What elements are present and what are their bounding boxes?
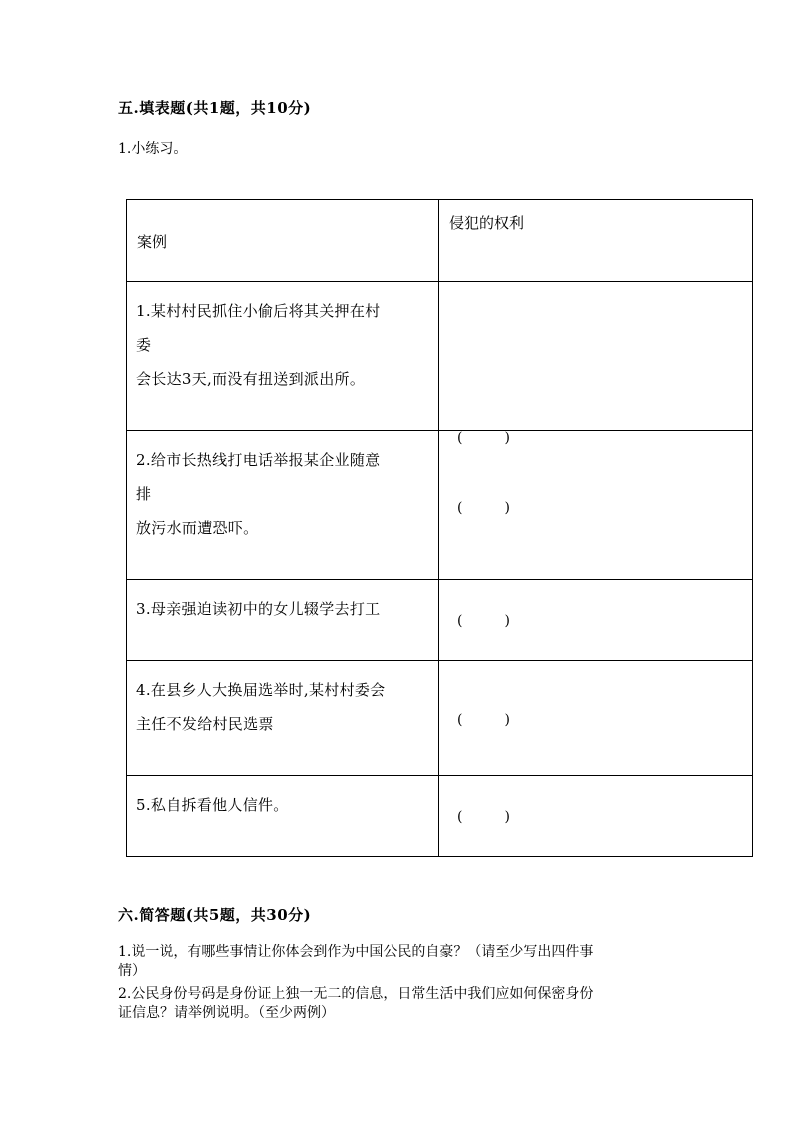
answer-cell[interactable] xyxy=(439,282,753,446)
short-answer-question xyxy=(118,985,678,1023)
question-line: 2.公民身份号码是身份证上独一无二的信息，日常生活中我们应如何保密身份 xyxy=(118,986,594,1002)
table-row xyxy=(127,282,753,431)
case-cell xyxy=(127,580,439,661)
question-line: 情） xyxy=(118,963,146,979)
table-header-row xyxy=(127,200,753,282)
answer-blank: ( ) xyxy=(457,430,510,446)
header-case-label: 案例 xyxy=(137,233,168,251)
case-cell xyxy=(127,661,439,776)
case-line: 放污水而遭恐吓。 xyxy=(136,519,259,537)
case-cell xyxy=(127,776,439,857)
table-row xyxy=(127,661,753,776)
case-line: 会长达3天,而没有扭送到派出所。 xyxy=(136,370,366,388)
case-line: 委 xyxy=(136,336,152,354)
header-right xyxy=(439,200,753,282)
table-row xyxy=(127,431,753,580)
case-line: 2.给市长热线打电话举报某企业随意 xyxy=(136,451,381,469)
answer-cell[interactable] xyxy=(439,776,753,857)
case-line: 主任不发给村民选票 xyxy=(136,715,274,733)
case-line: 3.母亲强迫读初中的女儿辍学去打工 xyxy=(136,600,381,618)
case-cell xyxy=(127,282,439,431)
case-cell xyxy=(127,431,439,580)
answer-cell[interactable] xyxy=(439,661,753,776)
header-case xyxy=(127,200,439,282)
rights-table xyxy=(126,199,753,857)
case-line: 5.私自拆看他人信件。 xyxy=(136,796,289,814)
case-line: 1.某村村民抓住小偷后将其关押在村 xyxy=(136,302,381,320)
short-answer-question xyxy=(118,943,678,981)
question-line: 证信息？请举例说明。（至少两例） xyxy=(118,1005,335,1021)
answer-cell[interactable] xyxy=(439,580,753,661)
case-line: 排 xyxy=(136,485,152,503)
answer-blank: ( ) xyxy=(457,500,510,516)
question-label: 1.小练习。 xyxy=(118,141,188,157)
case-line: 4.在县乡人大换届选举时,某村村委会 xyxy=(136,681,386,699)
answer-blank: ( ) xyxy=(457,613,510,629)
section-title-fill-table: 五.填表题(共1题，共10分) xyxy=(118,99,312,117)
answer-blank: ( ) xyxy=(457,809,510,825)
section-title-short-answer: 六.简答题(共5题，共30分) xyxy=(118,906,312,924)
question-line: 1.说一说，有哪些事情让你体会到作为中国公民的自豪？（请至少写出四件事 xyxy=(118,944,594,960)
answer-blank: ( ) xyxy=(457,712,510,728)
answer-cell[interactable] xyxy=(439,431,753,580)
table-row xyxy=(127,580,753,661)
header-right-label: 侵犯的权利 xyxy=(449,214,525,232)
table-row xyxy=(127,776,753,857)
